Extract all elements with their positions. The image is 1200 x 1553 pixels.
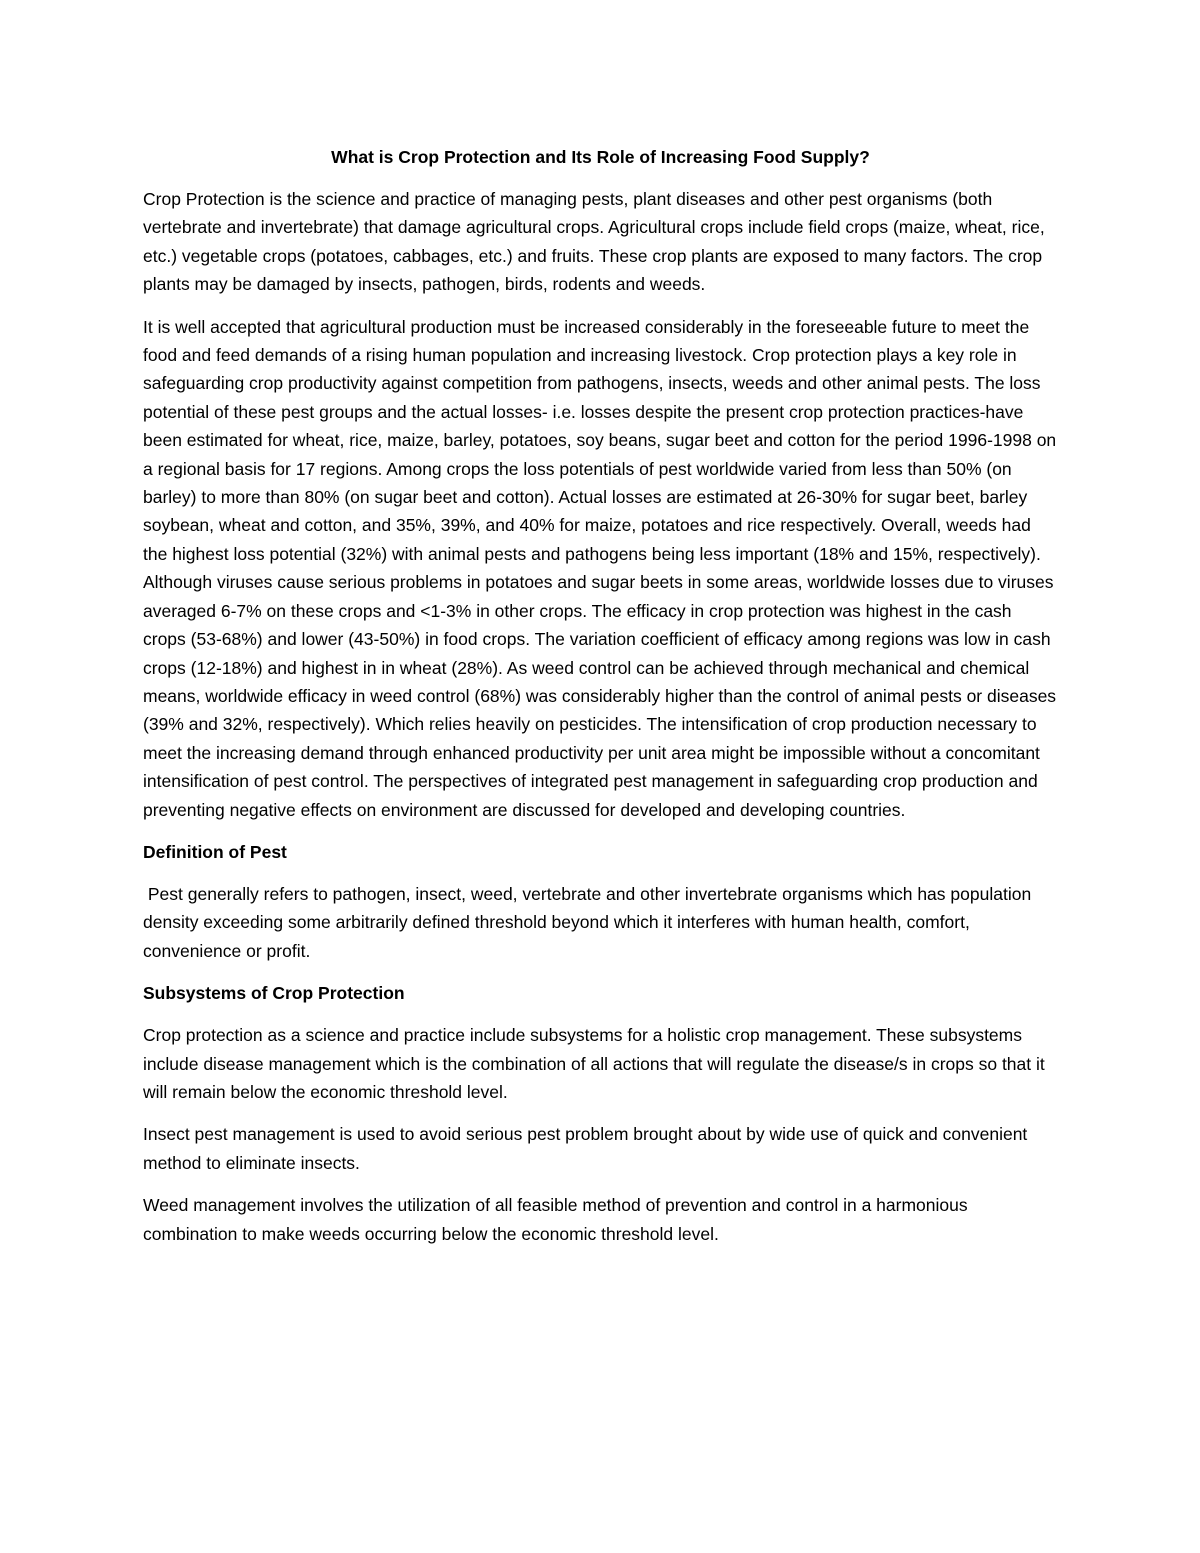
subsystems-paragraph-1: Crop protection as a science and practice include subsystems for a holistic crop management. These subsystems include disease management which is the combination of all actions that will regulate the disease/s in crops so that it will remain below the economic threshold level.: [143, 1025, 1045, 1102]
intro-paragraph-2: It is well accepted that agricultural production must be increased considerably in the foreseeable future to meet the food and feed demands of a rising human population and increasing livestock. Crop protection plays a key role in safeguarding crop productivity against competition from pathogens, insects, weeds and other animal pests. The loss potential of these pest groups and the actual losses- i.e. losses despite the present crop protection practices-have been estimated for wheat, rice, maize, barley, potatoes, soy beans, sugar beet and cotton for the period 1996-1998 on a regional basis for 17 regions. Among crops the loss potentials of pest worldwide varied from less than 50% (on barley) to more than 80% (on sugar beet and cotton). Actual losses are estimated at 26-30% for sugar beet, barley soybean, wheat and cotton, and 35%, 39%, and 40% for maize, potatoes and rice respectively. Overall, weeds had the highest loss potential (32%) with animal pests and pathogens being less important (18% and 15%, respectively). Although viruses cause serious problems in potatoes and sugar beets in some areas, worldwide losses due to viruses averaged 6-7% on these crops and <1-3% in other crops. The efficacy in crop protection was highest in the cash crops (53-68%) and lower (43-50%) in food crops. The variation coefficient of efficacy among regions was low in cash crops (12-18%) and highest in in wheat (28%). As weed control can be achieved through mechanical and chemical means, worldwide efficacy in weed control (68%) was considerably higher than the control of animal pests or diseases (39% and 32%, respectively). Which relies heavily on pesticides. The intensification of crop production necessary to meet the increasing demand through enhanced productivity per unit area might be impossible without a concomitant intensification of pest control. The perspectives of integrated pest management in safeguarding crop production and preventing negative effects on environment are discussed for developed and developing countries.: [143, 316, 1057, 820]
section-heading-subsystems: Subsystems of Crop Protection: [143, 983, 405, 1004]
document-body: [143, 143, 1058, 1262]
subsystems-paragraph-3: Weed management involves the utilization of all feasible method of prevention and control in a harmonious combination to make weeds occurring below the economic threshold level.: [143, 1195, 968, 1244]
section-heading-pest: Definition of Pest: [143, 841, 287, 862]
subsystems-paragraph-2: Insect pest management is used to avoid serious pest problem brought about by wide use of quick and convenient method to eliminate insects.: [143, 1124, 1028, 1173]
intro-paragraph-1: Crop Protection is the science and practice of managing pests, plant diseases and other pest organisms (both vertebrate and invertebrate) that damage agricultural crops. Agricultural crops include field crops (maize, wheat, rice, etc.) vegetable crops (potatoes, cabbages, etc.) and fruits. These crop plants are exposed to many factors. The crop plants may be damaged by insects, pathogen, birds, rodents and weeds.: [143, 189, 1045, 295]
pest-definition-paragraph: Pest generally refers to pathogen, insect, weed, vertebrate and other invertebrate organisms which has population density exceeding some arbitrarily defined threshold beyond which it interferes with human health, comfort, convenience or profit.: [143, 883, 1037, 961]
document-title: What is Crop Protection and Its Role of Increasing Food Supply?: [331, 147, 870, 167]
